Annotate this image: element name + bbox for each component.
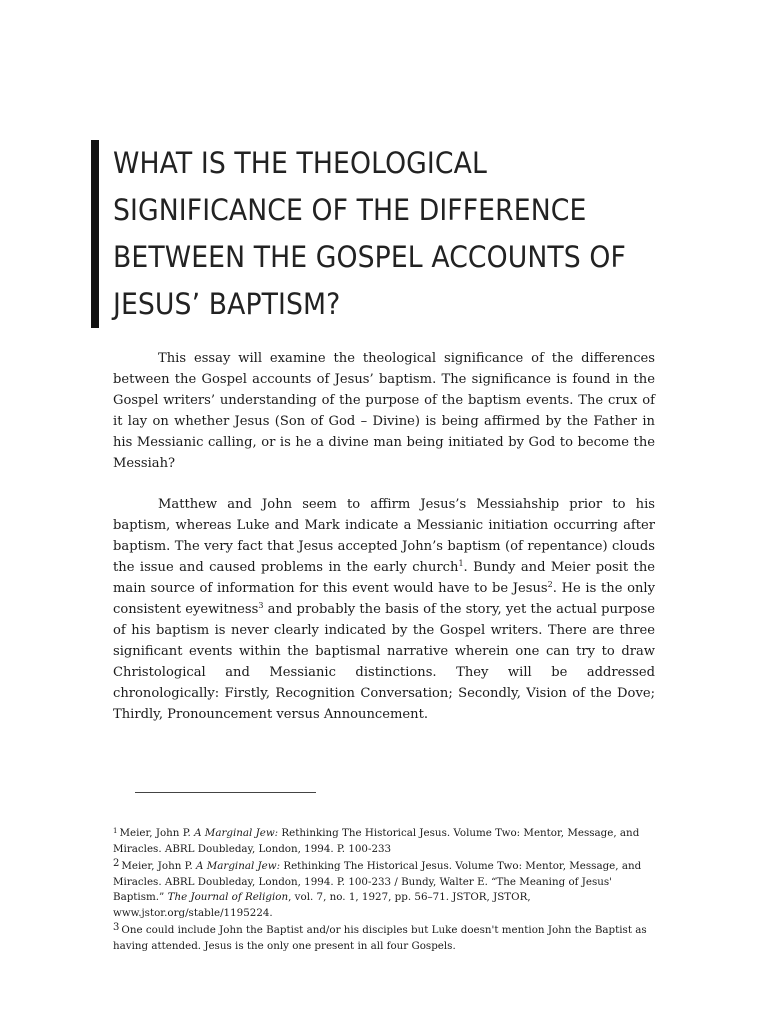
footnote-ref-3[interactable]: 3 — [258, 601, 264, 610]
footnote-number: 3 — [113, 922, 120, 933]
footnote-number: 2 — [113, 858, 120, 869]
footnote-ref-1[interactable]: 1 — [458, 559, 464, 568]
essay-body — [113, 348, 655, 745]
footnote-2 — [113, 859, 658, 921]
footnote-1 — [113, 826, 658, 857]
footnote-text: , vol. 7, no. 1, 1927, pp. 56–71. JSTOR, JSTOR, www.jstor.org/stable/1195224. — [113, 891, 531, 919]
footnote-divider — [135, 792, 316, 793]
footnotes — [113, 826, 658, 956]
paragraph-2 — [113, 494, 655, 725]
paragraph-2-text-2: . Bundy and Meier posit the main source of information for this event would have to be Jesus — [113, 560, 656, 596]
footnote-italic-title: A Marginal Jew: — [196, 860, 281, 872]
paragraph-1: This essay will examine the theological significance of the differences between the Gospel accounts of Jesus’ baptism. The significance is found in the Gospel writers’ understanding of the purpose of the baptism events. The crux of it lay on whether Jesus (Son of God – Divine) is being affirmed by the Father in his Messianic calling, or is he a divine man being initiated by God to become the Messiah? — [113, 351, 655, 471]
footnote-italic-journal: The Journal of Religion — [167, 891, 289, 903]
paragraph-2-text-1: Matthew and John seem to affirm Jesus’s Messiahship prior to his baptism, whereas Luke and Mark indicate a Messianic initiation occurring after baptism. The very fact that Jesus accepted John’s baptism (of repentance) clouds the issue and caused problems in the early church — [113, 497, 655, 575]
footnote-text: Meier, John P. — [121, 860, 196, 872]
footnote-number: 1 — [113, 827, 118, 835]
footnote-text: Meier, John P. — [119, 827, 195, 839]
footnote-3 — [113, 923, 658, 954]
footnote-text: Rethinking The Historical Jesus. Volume Two: Mentor, Message, and Miracles. ABRL Doubleday, London, 1994. P. 100-233 / Bundy, Walter E. “The Meaning of Jesus' Baptism.” — [113, 860, 642, 903]
footnote-italic-title: A Marginal Jew: — [194, 827, 279, 839]
footnote-text: Rethinking The Historical Jesus. Volume Two: Mentor, Message, and Miracles. ABRL Doubleday, London, 1994. P. 100-233 — [113, 827, 640, 855]
footnote-ref-2[interactable]: 2 — [547, 580, 553, 589]
title-accent-bar — [91, 140, 99, 328]
footnote-text: One could include John the Baptist and/or his disciples but Luke doesn't mention John the Baptist as having attended. Jesus is the only one present in all four Gospels. — [113, 924, 647, 952]
paragraph-2-text-3: . He is the only consistent eyewitness — [113, 581, 656, 617]
page-title: WHAT IS THE THEOLOGICAL SIGNIFICANCE OF THE DIFFERENCE BETWEEN THE GOSPEL ACCOUNTS OF JESUS’ BAPTISM? — [113, 146, 626, 321]
paragraph-2-text-4: and probably the basis of the story, yet the actual purpose of his baptism is never clearly indicated by the Gospel writers. There are three significant events within the baptismal narrative wherein one can try to draw Christological and Messianic distinctions. They will be addressed chronologically: Firstly, Recognition Conversation; Secondly, Vision of the Dove; Thirdly, Pronouncement versus Announcement. — [113, 602, 655, 722]
